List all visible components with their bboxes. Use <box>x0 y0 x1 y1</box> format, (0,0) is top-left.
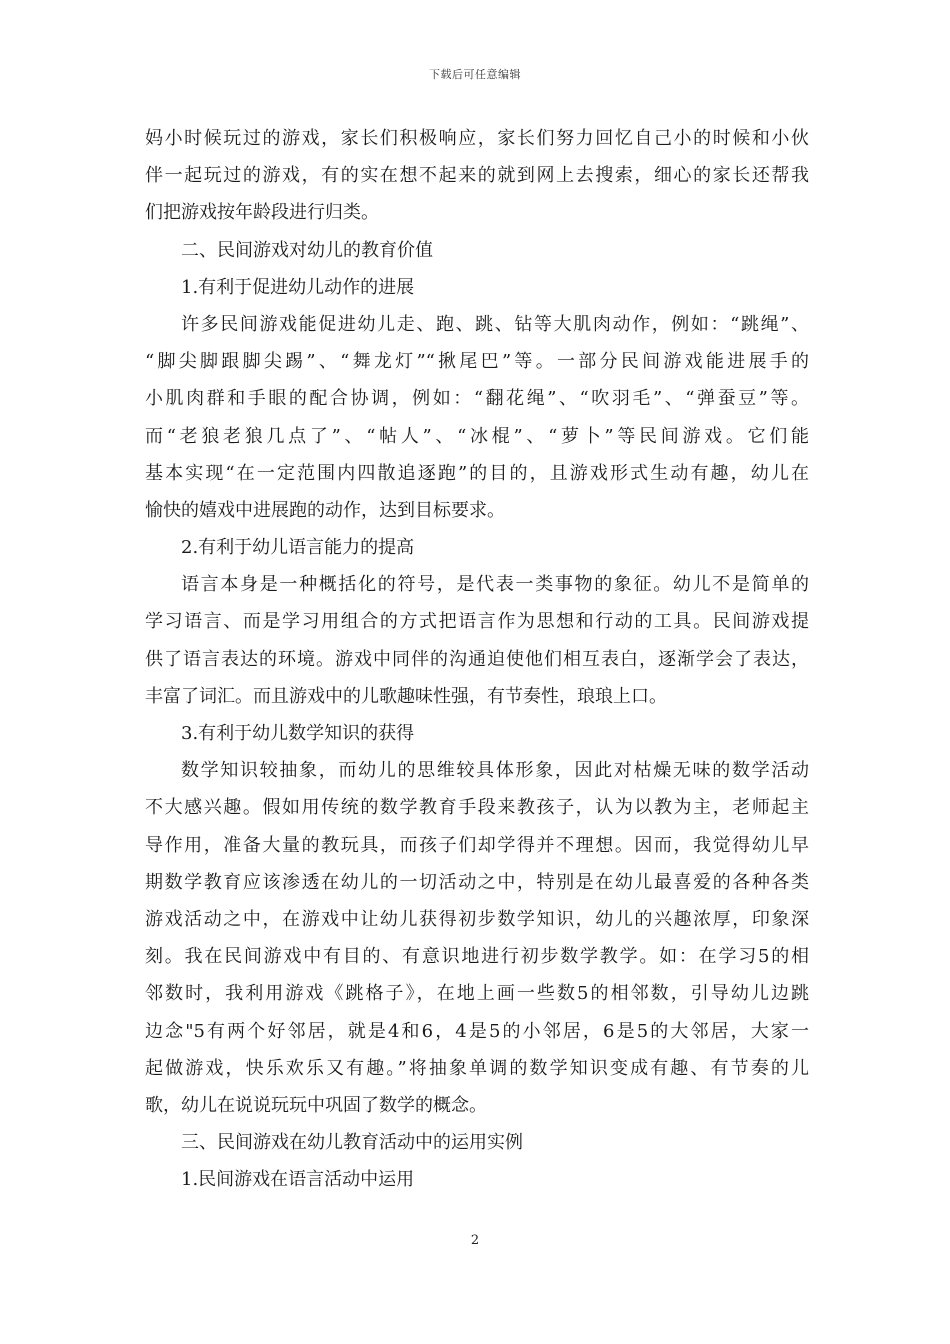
text-line: 数学知识较抽象，而幼儿的思维较具体形象，因此对枯燥无味的数学活动 <box>181 760 809 782</box>
text-line: 小肌肉群和手眼的配合协调，例如：“翻花绳”、“吹羽毛”、“弹蚕豆”等。 <box>145 388 809 410</box>
text-line: 3.有利于幼儿数学知识的获得 <box>181 723 415 744</box>
text-line: 语言本身是一种概括化的符号，是代表一类事物的象征。幼儿不是简单的 <box>181 574 809 596</box>
text-line: 二、民间游戏对幼儿的教育价值 <box>181 239 433 261</box>
text-line: 愉快的嬉戏中进展跑的动作，达到目标要求。 <box>145 499 505 521</box>
document-body <box>145 120 809 1198</box>
text-line: 起做游戏，快乐欢乐又有趣。”将抽象单调的数学知识变成有趣、有节奏的儿 <box>145 1057 809 1079</box>
text-line: 三、民间游戏在幼儿教育活动中的运用实例 <box>181 1132 523 1154</box>
text-line: 导作用，准备大量的教玩具，而孩子们却学得并不理想。因而，我觉得幼儿早 <box>145 834 809 856</box>
text-line: “脚尖脚跟脚尖踢”、“舞龙灯”“揪尾巴”等。一部分民间游戏能进展手的 <box>145 351 809 373</box>
text-line: 妈小时候玩过的游戏，家长们积极响应，家长们努力回忆自己小的时候和小伙 <box>145 128 809 149</box>
text-line: 2.有利于幼儿语言能力的提高 <box>181 537 415 559</box>
text-line: 许多民间游戏能促进幼儿走、跑、跳、钻等大肌肉动作，例如：“跳绳”、 <box>181 313 809 335</box>
text-line: 丰富了词汇。而且游戏中的儿歌趣味性强，有节奏性，琅琅上口。 <box>145 685 667 707</box>
text-line: 基本实现“在一定范围内四散追逐跑”的目的，且游戏形式生动有趣，幼儿在 <box>145 462 809 484</box>
text-line: 1.民间游戏在语言活动中运用 <box>181 1169 415 1191</box>
text-line: 期数学教育应该渗透在幼儿的一切活动之中，特别是在幼儿最喜爱的各种各类 <box>145 871 809 893</box>
text-line: 供了语言表达的环境。游戏中同伴的沟通迫使他们相互表白，逐渐学会了表达， <box>145 648 809 670</box>
page-header: 下载后可任意编辑 <box>429 68 521 81</box>
text-line: 游戏活动之中，在游戏中让幼儿获得初步数学知识，幼儿的兴趣浓厚，印象深 <box>145 908 809 930</box>
text-line: 学习语言、而是学习用组合的方式把语言作为思想和行动的工具。民间游戏提 <box>145 611 809 633</box>
text-line: 不大感兴趣。假如用传统的数学教育手段来教孩子，认为以教为主，老师起主 <box>145 797 809 819</box>
text-line: 刻。我在民间游戏中有目的、有意识地进行初步数学教学。如：在学习5的相 <box>145 946 809 968</box>
text-line: 边念"5有两个好邻居，就是4和6，4是5的小邻居，6是5的大邻居，大家一 <box>145 1020 809 1042</box>
text-line: 们把游戏按年龄段进行归类。 <box>145 202 379 224</box>
page-number: 2 <box>470 1233 480 1248</box>
text-line: 而“老狼老狼几点了”、“帖人”、“冰棍”、“萝卜”等民间游戏。它们能 <box>145 425 809 447</box>
text-line: 伴一起玩过的游戏，有的实在想不起来的就到网上去搜索，细心的家长还帮我 <box>145 165 809 187</box>
text-line: 邻数时，我利用游戏《跳格子》，在地上画一些数5的相邻数，引导幼儿边跳 <box>145 983 809 1005</box>
text-line: 1.有利于促进幼儿动作的进展 <box>181 276 415 298</box>
text-line: 歌，幼儿在说说玩玩中巩固了数学的概念。 <box>145 1094 487 1116</box>
